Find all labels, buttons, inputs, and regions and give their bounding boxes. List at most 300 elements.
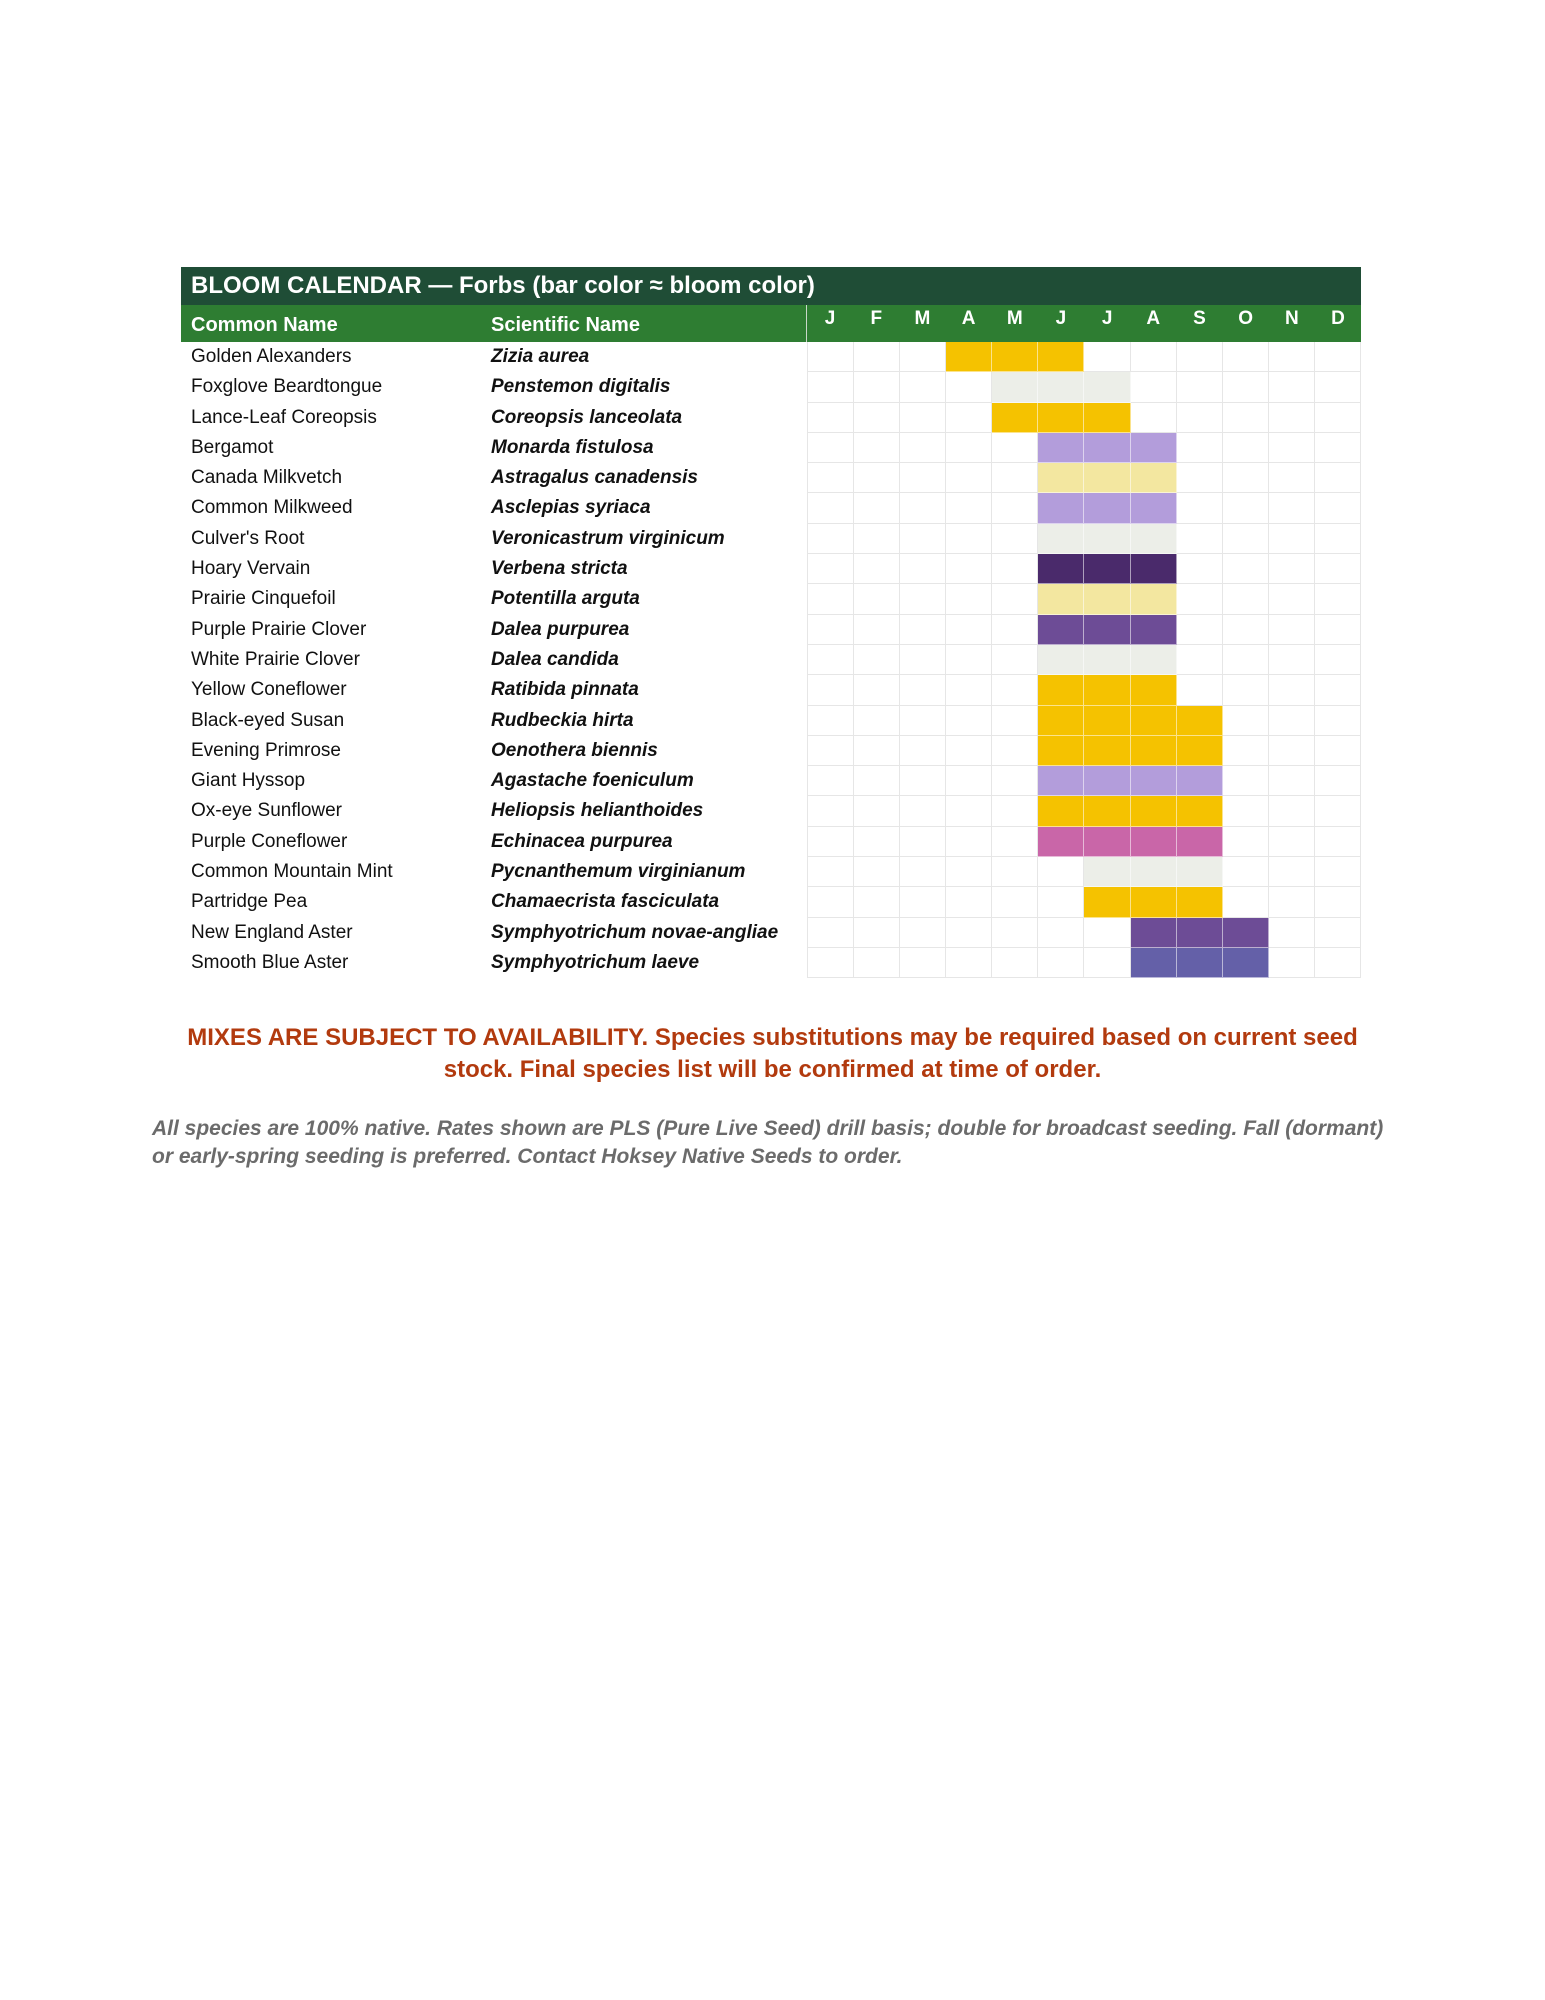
month-cell <box>1315 766 1361 796</box>
month-cell <box>900 706 946 736</box>
month-cell <box>900 372 946 402</box>
table-row <box>181 493 1361 523</box>
table-row <box>181 463 1361 493</box>
month-cell <box>1315 524 1361 554</box>
month-cell <box>1223 645 1269 675</box>
common-name: Lance-Leaf Coreopsis <box>191 406 377 428</box>
scientific-name: Oenothera biennis <box>491 739 658 761</box>
month-header: A <box>961 308 976 329</box>
month-cell <box>900 584 946 614</box>
table-title: BLOOM CALENDAR — Forbs (bar color ≈ bloom color) <box>181 267 1361 305</box>
month-cell <box>807 887 854 917</box>
common-name: Common Mountain Mint <box>191 861 393 883</box>
table-row <box>181 342 1361 372</box>
bloom-months <box>807 615 1361 645</box>
scientific-name: Astragalus canadensis <box>491 467 698 489</box>
month-cell <box>900 342 946 372</box>
bloom-bar-cell <box>1177 736 1223 766</box>
bloom-months <box>807 887 1361 917</box>
scientific-name: Ratibida pinnata <box>491 679 639 701</box>
month-cell <box>1315 918 1361 948</box>
month-cell <box>992 554 1038 584</box>
month-cell <box>807 736 854 766</box>
bloom-bar-cell <box>1131 736 1177 766</box>
month-header: M <box>1006 308 1023 329</box>
month-header: F <box>870 308 883 329</box>
bloom-bar-cell <box>1131 433 1177 463</box>
bloom-bar-cell <box>1177 918 1223 948</box>
bloom-bar-cell <box>1084 615 1130 645</box>
month-header: J <box>824 308 836 329</box>
month-cell <box>1315 857 1361 887</box>
common-name: Purple Coneflower <box>191 830 348 852</box>
month-cell <box>1315 372 1361 402</box>
month-cell <box>1223 736 1269 766</box>
month-cell <box>946 554 992 584</box>
month-cell <box>946 766 992 796</box>
table-row <box>181 706 1361 736</box>
bloom-months <box>807 403 1361 433</box>
table-row <box>181 645 1361 675</box>
month-cell <box>1269 645 1315 675</box>
month-cell <box>1269 918 1315 948</box>
bloom-bar-cell <box>1131 584 1177 614</box>
bloom-months <box>807 857 1361 887</box>
month-cell <box>1223 463 1269 493</box>
common-name: Hoary Vervain <box>191 558 311 580</box>
month-cell <box>854 433 900 463</box>
common-name: Evening Primrose <box>191 739 341 761</box>
bloom-bar-cell <box>1131 554 1177 584</box>
month-header: J <box>1055 308 1067 329</box>
month-header: A <box>1146 308 1161 329</box>
bloom-bar-cell <box>1084 706 1130 736</box>
month-cell <box>854 524 900 554</box>
month-cell <box>807 827 854 857</box>
month-cell <box>1038 948 1084 978</box>
month-cell <box>1177 584 1223 614</box>
month-cell <box>1269 524 1315 554</box>
bloom-bar-cell <box>1038 706 1084 736</box>
bloom-months <box>807 433 1361 463</box>
month-cell <box>1223 372 1269 402</box>
bloom-bar-cell <box>1038 584 1084 614</box>
month-cell <box>1177 554 1223 584</box>
bloom-bar-cell <box>1131 615 1177 645</box>
month-header: N <box>1284 308 1299 329</box>
month-cell <box>1177 433 1223 463</box>
month-cell <box>1315 796 1361 826</box>
month-cell <box>1223 433 1269 463</box>
table-row <box>181 584 1361 614</box>
bloom-bar-cell <box>1131 948 1177 978</box>
month-cell <box>900 524 946 554</box>
month-cell <box>1269 948 1315 978</box>
scientific-name: Monarda fistulosa <box>491 436 654 458</box>
bloom-months <box>807 796 1361 826</box>
month-cell <box>1177 675 1223 705</box>
month-cell <box>1084 918 1130 948</box>
month-cell <box>854 857 900 887</box>
table-row <box>181 887 1361 917</box>
month-cell <box>1223 493 1269 523</box>
bloom-bar-cell <box>1131 645 1177 675</box>
bloom-bar-cell <box>1131 524 1177 554</box>
bloom-bar-cell <box>1177 827 1223 857</box>
month-cell <box>1315 706 1361 736</box>
month-cell <box>992 948 1038 978</box>
scientific-name: Agastache foeniculum <box>491 770 694 792</box>
month-cell <box>1223 796 1269 826</box>
month-cell <box>900 948 946 978</box>
bloom-bar-cell <box>1084 584 1130 614</box>
bloom-months <box>807 827 1361 857</box>
bloom-bar-cell <box>1177 857 1223 887</box>
bloom-bar-cell <box>1177 796 1223 826</box>
month-cell <box>1177 615 1223 645</box>
bloom-months <box>807 766 1361 796</box>
month-cell <box>1084 948 1130 978</box>
table-row <box>181 796 1361 826</box>
bloom-bar-cell <box>1084 796 1130 826</box>
scientific-name: Coreopsis lanceolata <box>491 406 683 428</box>
month-cell <box>946 736 992 766</box>
bloom-bar-cell <box>992 342 1038 372</box>
month-cell <box>900 766 946 796</box>
scientific-name: Pycnanthemum virginianum <box>491 861 746 883</box>
bloom-bar-cell <box>1131 766 1177 796</box>
month-cell <box>1223 675 1269 705</box>
bloom-bar-cell <box>1177 706 1223 736</box>
scientific-name: Zizia aurea <box>491 346 590 367</box>
month-cell <box>992 918 1038 948</box>
month-cell <box>807 554 854 584</box>
bloom-bar-cell <box>1038 493 1084 523</box>
common-name: Ox-eye Sunflower <box>191 800 343 822</box>
month-cell <box>1223 554 1269 584</box>
common-name: Common Milkweed <box>191 497 353 519</box>
bloom-bar-cell <box>1131 463 1177 493</box>
month-cell <box>807 918 854 948</box>
table-row <box>181 948 1361 978</box>
month-cell <box>1084 342 1130 372</box>
bloom-months <box>807 918 1361 948</box>
month-cell <box>854 615 900 645</box>
bloom-bar-cell <box>1084 827 1130 857</box>
month-cell <box>1038 918 1084 948</box>
month-cell <box>1177 463 1223 493</box>
month-cell <box>900 887 946 917</box>
bloom-bar-cell <box>1038 554 1084 584</box>
bloom-bar-cell <box>1177 948 1223 978</box>
month-cell <box>992 706 1038 736</box>
scientific-name: Dalea purpurea <box>491 618 630 640</box>
scientific-name: Echinacea purpurea <box>491 830 673 852</box>
month-cell <box>854 372 900 402</box>
month-header: S <box>1193 308 1206 329</box>
month-cell <box>854 918 900 948</box>
table-row <box>181 615 1361 645</box>
bloom-bar-cell <box>1038 796 1084 826</box>
bloom-months <box>807 706 1361 736</box>
month-cell <box>992 675 1038 705</box>
common-name: Foxglove Beardtongue <box>191 376 383 398</box>
bloom-months <box>807 554 1361 584</box>
month-cell <box>807 796 854 826</box>
month-cell <box>854 645 900 675</box>
month-cell <box>946 948 992 978</box>
month-cell <box>900 615 946 645</box>
bloom-bar-cell <box>1084 736 1130 766</box>
bloom-bar-cell <box>1131 918 1177 948</box>
month-cell <box>946 918 992 948</box>
month-cell <box>807 584 854 614</box>
scientific-name: Chamaecrista fasciculata <box>491 891 720 913</box>
month-cell <box>854 827 900 857</box>
header-row <box>181 305 1361 342</box>
bloom-bar-cell <box>946 342 992 372</box>
month-header: O <box>1238 308 1254 329</box>
month-cell <box>854 493 900 523</box>
month-cell <box>854 675 900 705</box>
month-cell <box>992 615 1038 645</box>
month-cell <box>1315 463 1361 493</box>
month-cell <box>1177 493 1223 523</box>
month-cell <box>900 554 946 584</box>
bloom-bar-cell <box>1038 342 1084 372</box>
month-cell <box>807 645 854 675</box>
month-cell <box>992 524 1038 554</box>
species-rows <box>181 342 1361 978</box>
month-cell <box>992 857 1038 887</box>
month-cell <box>854 766 900 796</box>
bloom-bar-cell <box>1038 524 1084 554</box>
bloom-bar-cell <box>1084 463 1130 493</box>
scientific-name: Verbena stricta <box>491 558 628 580</box>
month-cell <box>946 433 992 463</box>
bloom-bar-cell <box>1038 827 1084 857</box>
month-cell <box>900 918 946 948</box>
month-cell <box>807 342 854 372</box>
month-cell <box>807 706 854 736</box>
month-cell <box>992 463 1038 493</box>
bloom-months <box>807 493 1361 523</box>
table-row <box>181 524 1361 554</box>
common-name: White Prairie Clover <box>191 648 360 670</box>
bloom-bar-cell <box>1131 493 1177 523</box>
month-cell <box>1315 584 1361 614</box>
month-cell <box>1223 584 1269 614</box>
table-row <box>181 403 1361 433</box>
bloom-bar-cell <box>1084 887 1130 917</box>
bloom-months <box>807 372 1361 402</box>
availability-notice: MIXES ARE SUBJECT TO AVAILABILITY. Species substitutions may be required based on current seed stock. Final species list will be confirmed at time of order. <box>187 1024 1358 1083</box>
month-cell <box>1269 554 1315 584</box>
month-cell <box>1315 645 1361 675</box>
month-cell <box>992 887 1038 917</box>
month-cell <box>1223 857 1269 887</box>
month-cell <box>1269 857 1315 887</box>
month-cell <box>854 887 900 917</box>
month-cell <box>807 433 854 463</box>
month-cell <box>1177 645 1223 675</box>
month-cell <box>1315 887 1361 917</box>
month-cell <box>946 584 992 614</box>
bloom-bar-cell <box>1223 918 1269 948</box>
bloom-calendar-table <box>181 267 1361 978</box>
month-cell <box>946 796 992 826</box>
bloom-bar-cell <box>1038 766 1084 796</box>
month-cell <box>1269 584 1315 614</box>
month-cell <box>854 948 900 978</box>
month-header: J <box>1101 308 1113 329</box>
bloom-months <box>807 675 1361 705</box>
scientific-name: Penstemon digitalis <box>491 376 671 398</box>
month-cell <box>992 493 1038 523</box>
month-cell <box>946 493 992 523</box>
table-row <box>181 918 1361 948</box>
month-cell <box>854 736 900 766</box>
month-cell <box>1223 615 1269 645</box>
bloom-bar-cell <box>1084 372 1130 402</box>
table-row <box>181 675 1361 705</box>
scientific-name: Veronicastrum virginicum <box>491 527 725 549</box>
month-cell <box>900 403 946 433</box>
bloom-bar-cell <box>1038 675 1084 705</box>
month-cell <box>946 645 992 675</box>
month-cell <box>807 524 854 554</box>
month-cell <box>1223 706 1269 736</box>
table-row <box>181 372 1361 402</box>
month-cell <box>992 736 1038 766</box>
bloom-bar-cell <box>1084 857 1130 887</box>
bloom-bar-cell <box>1131 827 1177 857</box>
month-cell <box>1223 524 1269 554</box>
month-cell <box>946 463 992 493</box>
month-cell <box>1315 675 1361 705</box>
bloom-bar-cell <box>1084 493 1130 523</box>
common-name: Partridge Pea <box>191 891 308 913</box>
bloom-bar-cell <box>1131 857 1177 887</box>
bloom-months <box>807 736 1361 766</box>
bloom-bar-cell <box>1131 887 1177 917</box>
month-cell <box>946 887 992 917</box>
bloom-bar-cell <box>1038 433 1084 463</box>
month-cell <box>946 524 992 554</box>
month-cell <box>1269 736 1315 766</box>
month-cell <box>992 645 1038 675</box>
month-cell <box>946 857 992 887</box>
month-cell <box>1177 372 1223 402</box>
month-cell <box>992 584 1038 614</box>
month-cell <box>1315 342 1361 372</box>
table-row <box>181 827 1361 857</box>
month-cell <box>1269 463 1315 493</box>
table-row <box>181 736 1361 766</box>
scientific-name: Symphyotrichum novae-angliae <box>491 921 779 943</box>
month-cell <box>1315 433 1361 463</box>
common-name: Purple Prairie Clover <box>191 618 367 640</box>
month-cell <box>1223 827 1269 857</box>
month-cell <box>900 463 946 493</box>
month-cell <box>854 342 900 372</box>
month-cell <box>946 403 992 433</box>
month-cell <box>1131 342 1177 372</box>
bloom-bar-cell <box>1223 948 1269 978</box>
month-cell <box>992 796 1038 826</box>
month-cell <box>900 493 946 523</box>
month-cell <box>1269 827 1315 857</box>
common-name: Prairie Cinquefoil <box>191 588 336 610</box>
month-cell <box>1269 403 1315 433</box>
month-cell <box>1315 554 1361 584</box>
bloom-bar-cell <box>1084 403 1130 433</box>
month-cell <box>807 857 854 887</box>
month-cell <box>900 736 946 766</box>
month-cell <box>807 372 854 402</box>
month-cell <box>1223 887 1269 917</box>
month-cell <box>1269 615 1315 645</box>
month-cell <box>900 827 946 857</box>
bloom-bar-cell <box>1084 554 1130 584</box>
month-cell <box>1315 736 1361 766</box>
month-cell <box>1223 403 1269 433</box>
month-cell <box>854 706 900 736</box>
month-cell <box>1315 948 1361 978</box>
table-row <box>181 766 1361 796</box>
common-name: Bergamot <box>191 436 274 458</box>
month-cell <box>992 766 1038 796</box>
month-cell <box>854 584 900 614</box>
month-cell <box>1177 403 1223 433</box>
month-headers <box>807 305 1361 342</box>
bloom-bar-cell <box>1131 706 1177 736</box>
bloom-months <box>807 645 1361 675</box>
bloom-bar-cell <box>1038 403 1084 433</box>
month-cell <box>1269 706 1315 736</box>
bloom-bar-cell <box>1084 675 1130 705</box>
table-row <box>181 433 1361 463</box>
bloom-bar-cell <box>1177 766 1223 796</box>
month-header: M <box>914 308 931 329</box>
bloom-months <box>807 524 1361 554</box>
scientific-name: Symphyotrichum laeve <box>491 951 700 973</box>
month-cell <box>946 706 992 736</box>
month-cell <box>1315 493 1361 523</box>
month-cell <box>1038 857 1084 887</box>
month-cell <box>1223 342 1269 372</box>
month-header: D <box>1331 308 1345 329</box>
month-cell <box>1131 403 1177 433</box>
bloom-bar-cell <box>1084 433 1130 463</box>
bloom-bar-cell <box>1177 887 1223 917</box>
bloom-bar-cell <box>1038 463 1084 493</box>
month-cell <box>1223 766 1269 796</box>
month-cell <box>1315 827 1361 857</box>
column-header-common-name: Common Name <box>191 314 338 336</box>
bloom-bar-cell <box>1131 675 1177 705</box>
bloom-bar-cell <box>1038 645 1084 675</box>
bloom-bar-cell <box>992 403 1038 433</box>
month-cell <box>807 403 854 433</box>
month-cell <box>1269 675 1315 705</box>
common-name: Canada Milkvetch <box>191 467 343 489</box>
scientific-name: Potentilla arguta <box>491 588 640 610</box>
month-cell <box>1269 493 1315 523</box>
month-cell <box>946 827 992 857</box>
bloom-bar-cell <box>1038 372 1084 402</box>
column-header-scientific-name: Scientific Name <box>481 305 807 342</box>
